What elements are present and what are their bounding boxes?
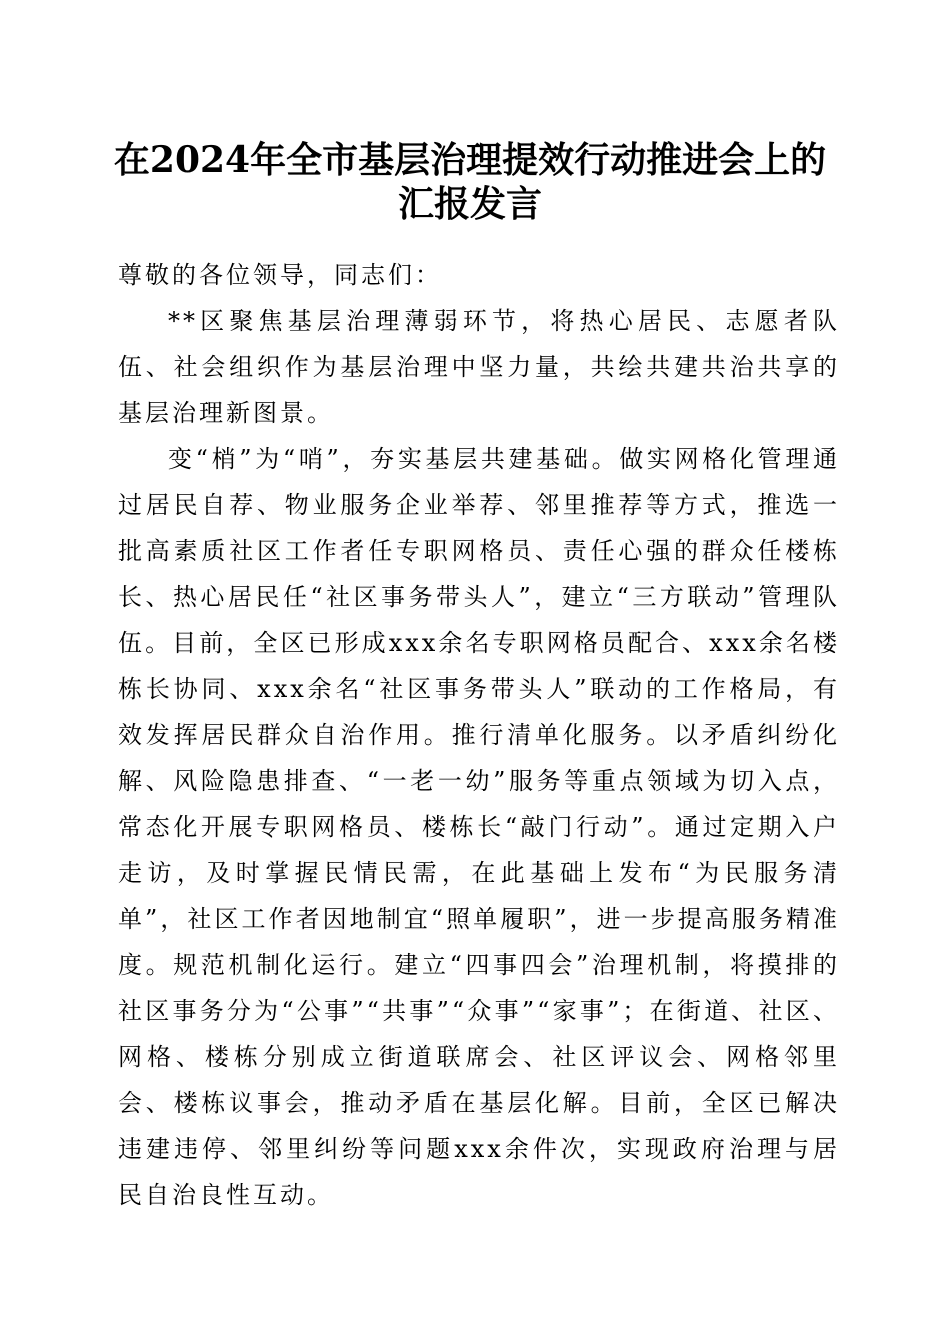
paragraph-intro: **区聚焦基层治理薄弱环节，将热心居民、志愿者队伍、社会组织作为基层治理中坚力量，共绘共建共治共享的基层治理新图景。	[118, 307, 840, 427]
title-line-2: 汇报发言	[397, 183, 542, 225]
salutation: 尊敬的各位领导，同志们：	[118, 261, 442, 289]
title-line-1: 在2024年全市基层治理提效行动推进会上的	[113, 139, 827, 181]
paragraph-main: 变“梢”为“哨”，夯实基层共建基础。做实网格化管理通过居民自荐、物业服务企业举荐、邻里推荐等方式，推选一批高素质社区工作者任专职网格员、责任心强的群众任楼栋长、热心居民任“社区事务带头人”，建立“三方联动”管理队伍。目前，全区已形成xxx余名专职网格员配合、xxx余名楼栋长协同、xxx余名“社区事务带头人”联动的工作格局，有效发挥居民群众自治作用。推行清单化服务。以矛盾纠纷化解、风险隐患排查、“一老一幼”服务等重点领域为切入点，常态化开展专职网格员、楼栋长“敲门行动”。通过定期入户走访，及时掌握民情民需，在此基础上发布“为民服务清单”，社区工作者因地制宜“照单履职”，进一步提高服务精准度。规范机制化运行。建立“四事四会”治理机制，将摸排的社区事务分为“公事”“共事”“众事”“家事”；在街道、社区、网格、楼栋分别成立街道联席会、社区评议会、网格邻里会、楼栋议事会，推动矛盾在基层化解。目前，全区已解决违建违停、邻里纠纷等问题xxx余件次，实现政府治理与居民自治良性互动。	[118, 445, 840, 1209]
document-body	[118, 252, 840, 1218]
document-title	[100, 138, 840, 226]
